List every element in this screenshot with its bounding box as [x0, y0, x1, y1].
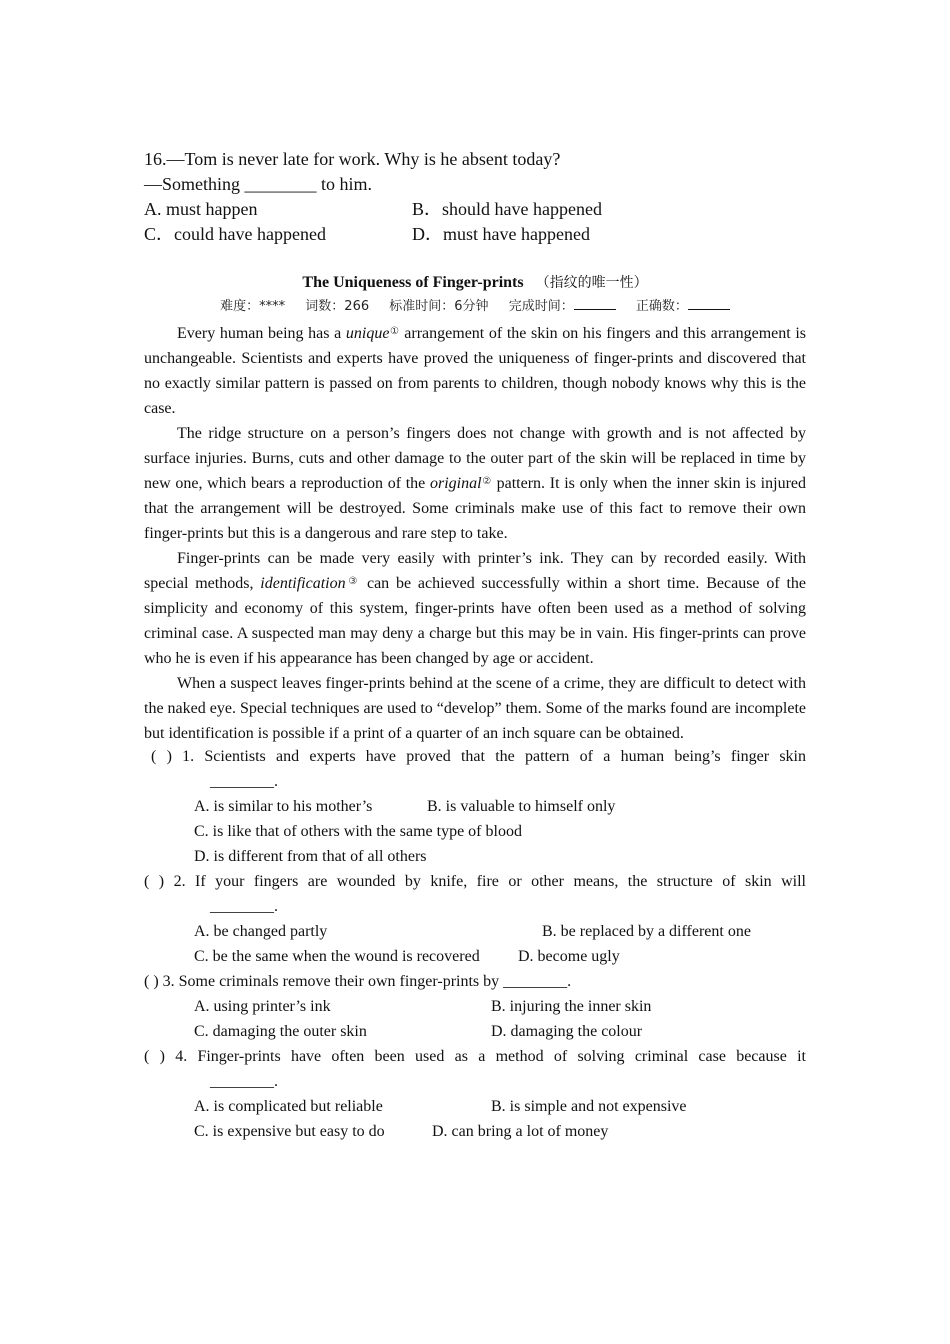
meta-completion-label: 完成时间： — [508, 299, 574, 314]
q4-option-a: A. is complicated but reliable — [194, 1098, 383, 1115]
q1-option-d: D. is different from that of all others — [194, 848, 427, 865]
q1-option-a: A. is similar to his mother’s — [194, 798, 373, 815]
meta-correct-label: 正确数： — [635, 299, 688, 314]
p3-text-b: can be achieved successfully within a short time. Because of the simplicity and economy of this system, finger-prints have often been used as a method of solving criminal case. A suspected man may deny a charge but this may be in vain. His finger-prints can prove who he is even if his appearance has been changed by age or accident. — [144, 575, 807, 667]
q4-option-b: B. is simple and not expensive — [491, 1098, 687, 1115]
q2-option-d: D. become ugly — [518, 948, 620, 965]
term-unique: unique — [345, 325, 390, 342]
q4-option-d: D. can bring a lot of money — [432, 1123, 609, 1140]
q16-option-a: A. must happen — [144, 199, 258, 219]
q2-option-c: C. be the same when the wound is recovered — [194, 948, 480, 965]
q3-stem: ( ) 3. Some criminals remove their own finger-prints by ________. — [144, 973, 572, 990]
q4-stem: ( ) 4. Finger-prints have often been used as a method of solving criminal case because it — [144, 1048, 806, 1065]
q3-option-d: D. damaging the colour — [491, 1023, 643, 1040]
p2-text-b: pattern. It is only when the inner skin is injured that the arrangement will be destroyed. Some criminals make use of this fact to remove their own finger-prints but this is a dangerous and rare step to take. — [144, 475, 806, 542]
meta-word-count: 词数：266 — [305, 299, 370, 314]
p3-text-a: Finger-prints can be made very easily with printer’s ink. They can by recorded easily. With special methods, — [144, 550, 806, 592]
meta-correct-count — [636, 299, 730, 314]
comprehension-questions — [144, 744, 806, 1144]
reading-meta — [144, 296, 806, 318]
paragraph-4: When a suspect leaves finger-prints behind at the scene of a crime, they are difficult to detect with the naked eye. Special techniques are used to “develop” them. Some of the marks found are incomplete but identification is possible if a print of a quarter of an inch square can be obtained. — [144, 675, 806, 742]
meta-completion-time — [509, 299, 616, 314]
meta-standard-time: 标准时间：6分钟 — [389, 299, 489, 314]
q3-option-b: B. injuring the inner skin — [491, 998, 652, 1015]
question-16 — [144, 147, 806, 247]
q2-option-b: B. be replaced by a different one — [542, 923, 751, 940]
q1-stem-continuation: ________. — [210, 773, 278, 790]
q16-line2: —Something ________ to him. — [144, 174, 373, 194]
paragraph-2 — [144, 421, 806, 546]
meta-difficulty: 难度：**** — [220, 299, 286, 314]
q1-option-b: B. is valuable to himself only — [427, 798, 616, 815]
q16-line1: 16.—Tom is never late for work. Why is he absent today? — [144, 149, 561, 169]
q16-option-d: D．must have happened — [412, 224, 590, 244]
q2-stem: ( ) 2. If your fingers are wounded by knife, fire or other means, the structure of skin will — [144, 873, 806, 890]
reading-passage — [144, 321, 806, 746]
q3-option-c: C. damaging the outer skin — [194, 1023, 367, 1040]
p2-text-a: The ridge structure on a person’s fingers does not change with growth and is not affected by surface injuries. Burns, cuts and other damage to the outer part of the skin will be replaced in time by new one, which bears a reproduction of the — [144, 425, 806, 492]
paragraph-3 — [144, 546, 806, 671]
footnote-marker-3: ③ — [345, 576, 361, 587]
question-2 — [144, 869, 806, 969]
q1-stem: ( ) 1. Scientists and experts have proved that the pattern of a human being’s finger skin — [151, 748, 806, 765]
p1-text-a: Every human being has a — [177, 325, 346, 342]
q2-option-a: A. be changed partly — [194, 923, 328, 940]
q16-option-c: C．could have happened — [144, 224, 326, 244]
paragraph-1 — [144, 321, 806, 421]
completion-time-blank — [574, 296, 616, 310]
passage-title — [144, 270, 806, 296]
q16-option-b: B．should have happened — [412, 199, 602, 219]
title-chinese: （指纹的唯一性） — [535, 275, 648, 291]
q3-option-a: A. using printer’s ink — [194, 998, 331, 1015]
question-4 — [144, 1044, 806, 1144]
term-original: original — [429, 475, 482, 492]
p1-text-b: arrangement of the skin on his fingers and this arrangement is unchangeable. Scientists and experts have proved the uniqueness of finger-prints and discovered that no exactly similar pattern is passed on from parents to children, though nobody knows why this is the case. — [144, 325, 807, 417]
title-english: The Uniqueness of Finger-prints — [302, 274, 524, 291]
q4-stem-continuation: ________. — [210, 1073, 278, 1090]
footnote-marker-2: ② — [481, 476, 492, 487]
correct-count-blank — [688, 296, 730, 310]
question-1 — [144, 744, 806, 869]
footnote-marker-1: ① — [389, 326, 400, 337]
question-3 — [144, 969, 806, 1044]
term-identification: identification — [260, 575, 346, 592]
q4-option-c: C. is expensive but easy to do — [194, 1123, 385, 1140]
q1-option-c: C. is like that of others with the same type of blood — [194, 823, 522, 840]
q2-stem-continuation: ________. — [210, 898, 278, 915]
